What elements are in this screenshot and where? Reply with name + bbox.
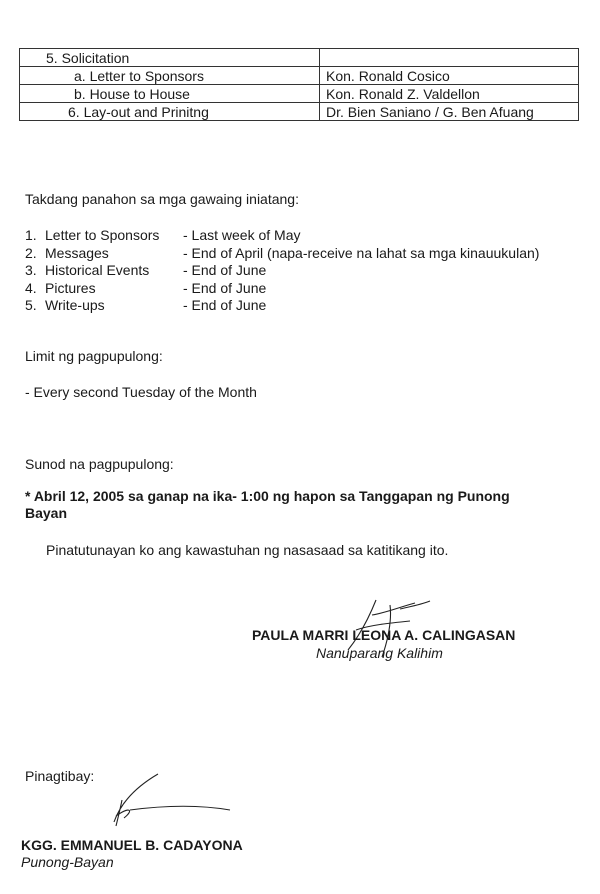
certification-text: Pinatutunayan ko ang kawastuhan ng nasasaad sa katitikang ito. <box>46 542 449 558</box>
item-deadline: - End of April (napa-receive na lahat sa mga kinauukulan) <box>183 244 540 261</box>
mayor-signature <box>100 770 240 830</box>
task-cell: b. House to House <box>20 85 320 103</box>
deadlines-heading: Takdang panahon sa mga gawaing iniatang: <box>25 191 299 207</box>
list-item <box>25 280 539 298</box>
task-cell: 6. Lay-out and Prinitng <box>20 103 320 121</box>
item-deadline: - End of June <box>183 279 267 296</box>
meeting-limit-value: - Every second Tuesday of the Month <box>25 384 257 400</box>
list-item <box>25 245 539 263</box>
item-number: 3. <box>25 262 37 278</box>
next-meeting-line2: Bayan <box>25 505 68 521</box>
item-deadline: - End of June <box>183 297 267 313</box>
list-item <box>25 227 539 245</box>
approval-title: Punong-Bayan <box>21 854 114 870</box>
table-row <box>20 67 579 85</box>
table-row <box>20 85 579 103</box>
person-cell: Kon. Ronald Cosico <box>320 67 579 85</box>
item-number: 4. <box>25 279 37 296</box>
table-row <box>20 49 579 67</box>
meeting-limit-heading: Limit ng pagpupulong: <box>25 348 163 364</box>
approval-name: KGG. EMMANUEL B. CADAYONA <box>21 837 243 853</box>
list-item <box>25 262 539 280</box>
item-number: 5. <box>25 297 37 313</box>
approval-label: Pinagtibay: <box>25 768 95 784</box>
task-cell: 5. Solicitation <box>20 49 320 67</box>
item-task: Pictures <box>45 279 96 296</box>
list-item <box>25 297 539 315</box>
item-task: Write-ups <box>45 297 105 313</box>
item-task: Messages <box>45 244 109 261</box>
item-number: 2. <box>25 244 37 261</box>
person-cell: Dr. Bien Saniano / G. Ben Afuang <box>320 103 579 121</box>
committee-table <box>19 48 579 121</box>
item-task: Letter to Sponsors <box>45 227 160 243</box>
task-cell: a. Letter to Sponsors <box>20 67 320 85</box>
item-deadline: - End of June <box>183 262 267 278</box>
person-cell <box>320 49 579 67</box>
item-deadline: - Last week of May <box>183 227 301 243</box>
table-row <box>20 103 579 121</box>
deadlines-list <box>25 227 539 315</box>
secretary-title: Nanuparang Kalihim <box>316 645 443 661</box>
item-number: 1. <box>25 227 37 243</box>
item-task: Historical Events <box>45 262 150 278</box>
person-cell: Kon. Ronald Z. Valdellon <box>320 85 579 103</box>
secretary-name: PAULA MARRI LEONA A. CALINGASAN <box>252 627 516 643</box>
next-meeting-heading: Sunod na pagpupulong: <box>25 456 174 472</box>
next-meeting-line1: * Abril 12, 2005 sa ganap na ika- 1:00 ng hapon sa Tanggapan ng Punong <box>25 488 510 504</box>
